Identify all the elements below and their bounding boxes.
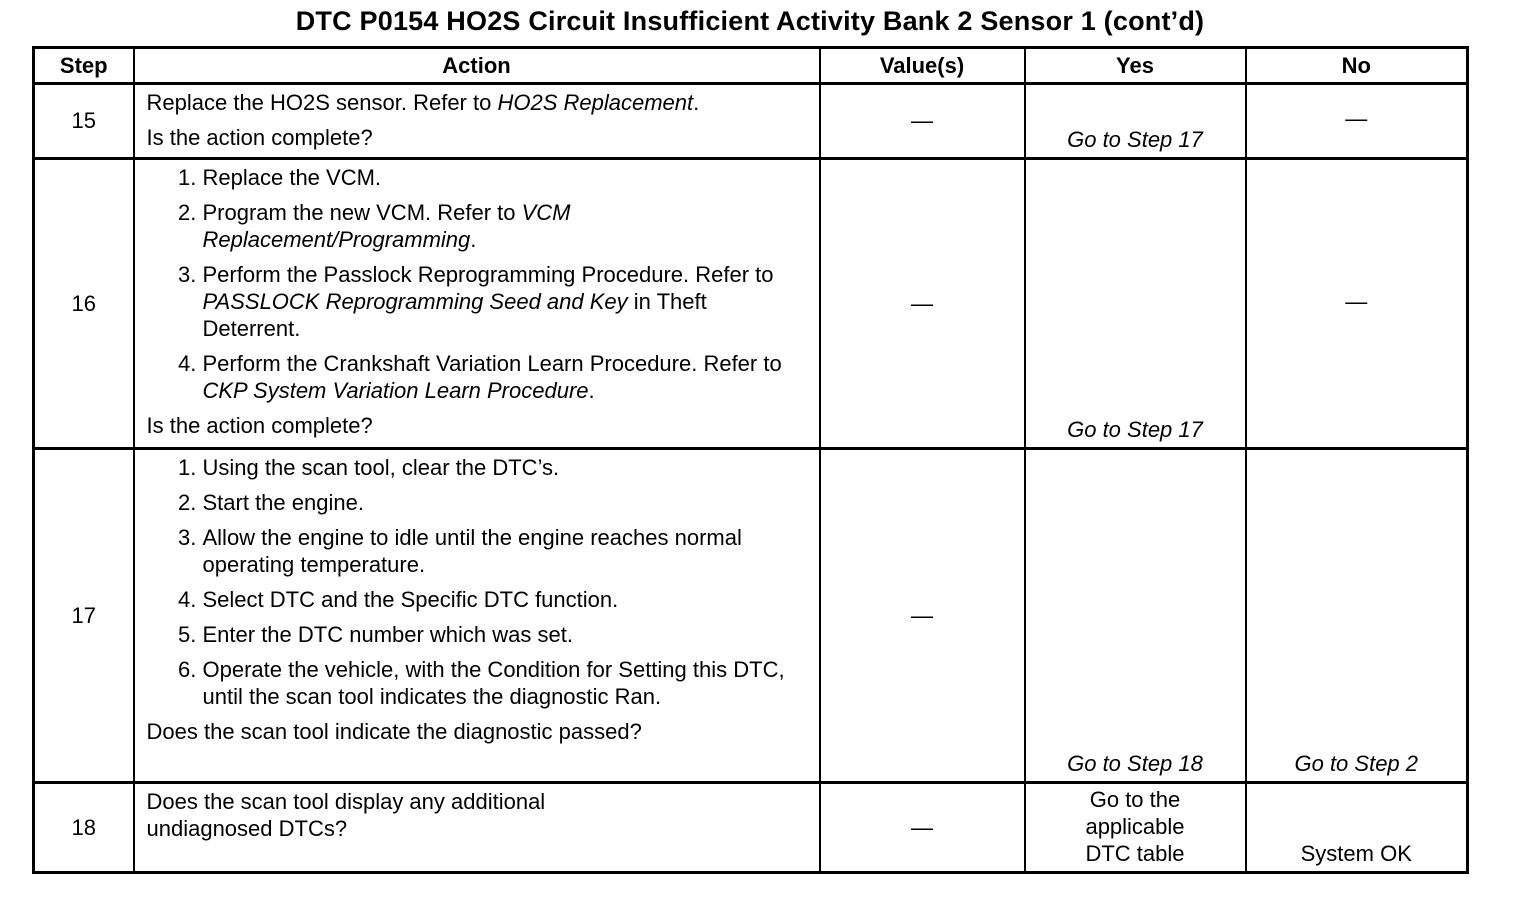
no-cell: — bbox=[1246, 84, 1468, 159]
action-steps bbox=[147, 164, 807, 404]
table-header-row bbox=[34, 48, 1468, 84]
action-cell bbox=[134, 159, 820, 449]
table-row bbox=[34, 84, 1468, 159]
yes-cell: Go to Step 17 bbox=[1025, 84, 1246, 159]
action-step: 3. Perform the Passlock Reprogramming Procedure. Refer to PASSLOCK Reprogramming Seed and Key in Theft Deterrent. bbox=[203, 261, 807, 342]
reference-link: HO2S Replacement bbox=[497, 90, 694, 115]
action-step: 1. Replace the VCM. bbox=[203, 164, 807, 191]
action-step: 5. Enter the DTC number which was set. bbox=[203, 621, 807, 648]
action-step: 4. Select DTC and the Specific DTC function. bbox=[203, 586, 807, 613]
step-number: 17 bbox=[34, 449, 134, 783]
action-question: Does the scan tool display any additional undiagnosed DTCs? bbox=[146, 789, 546, 841]
action-step: 1. Using the scan tool, clear the DTC’s. bbox=[203, 454, 807, 481]
yes-cell: Go to Step 18 bbox=[1025, 449, 1246, 783]
action-step: 2. Start the engine. bbox=[203, 489, 807, 516]
header-no: No bbox=[1246, 48, 1468, 84]
value-cell: — bbox=[820, 84, 1025, 159]
action-cell bbox=[134, 449, 820, 783]
no-cell: Go to Step 2 bbox=[1246, 449, 1468, 783]
action-cell bbox=[134, 783, 820, 873]
action-step: 3. Allow the engine to idle until the engine reaches normal operating temperature. bbox=[203, 524, 807, 578]
no-cell: System OK bbox=[1246, 783, 1468, 873]
yes-cell: Go to Step 17 bbox=[1025, 159, 1246, 449]
step-number: 16 bbox=[34, 159, 134, 449]
reference-link: VCM Replacement/Programming bbox=[202, 200, 571, 252]
step-number: 18 bbox=[34, 783, 134, 873]
table-row bbox=[34, 159, 1468, 449]
header-values: Value(s) bbox=[820, 48, 1025, 84]
header-step: Step bbox=[34, 48, 134, 84]
header-action: Action bbox=[134, 48, 820, 84]
action-cell bbox=[134, 84, 820, 159]
action-text: Replace the HO2S sensor. Refer to HO2S Replacement. bbox=[146, 90, 700, 115]
action-step: 2. Program the new VCM. Refer to VCM Replacement/Programming. bbox=[203, 199, 807, 253]
page-title: DTC P0154 HO2S Circuit Insufficient Activity Bank 2 Sensor 1 (cont’d) bbox=[295, 6, 1205, 36]
step-number: 15 bbox=[34, 84, 134, 159]
action-question: Is the action complete? bbox=[146, 125, 373, 150]
action-step: 4. Perform the Crankshaft Variation Learn Procedure. Refer to CKP System Variation Learn Procedure. bbox=[203, 350, 807, 404]
header-yes: Yes bbox=[1025, 48, 1246, 84]
value-cell: — bbox=[820, 449, 1025, 783]
table-row bbox=[34, 449, 1468, 783]
reference-link: PASSLOCK Reprogramming Seed and Key bbox=[202, 289, 628, 314]
action-steps bbox=[147, 454, 807, 710]
action-question: Does the scan tool indicate the diagnostic passed? bbox=[146, 719, 642, 744]
action-question: Is the action complete? bbox=[146, 413, 373, 438]
yes-cell: Go to the applicable DTC table bbox=[1025, 783, 1246, 873]
value-cell: — bbox=[820, 159, 1025, 449]
table-row bbox=[34, 783, 1468, 873]
reference-link: CKP System Variation Learn Procedure bbox=[202, 378, 589, 403]
action-step: 6. Operate the vehicle, with the Condition for Setting this DTC, until the scan tool indicates the diagnostic Ran. bbox=[203, 656, 807, 710]
dtc-table bbox=[32, 46, 1469, 874]
value-cell: — bbox=[820, 783, 1025, 873]
no-cell: — bbox=[1246, 159, 1468, 449]
